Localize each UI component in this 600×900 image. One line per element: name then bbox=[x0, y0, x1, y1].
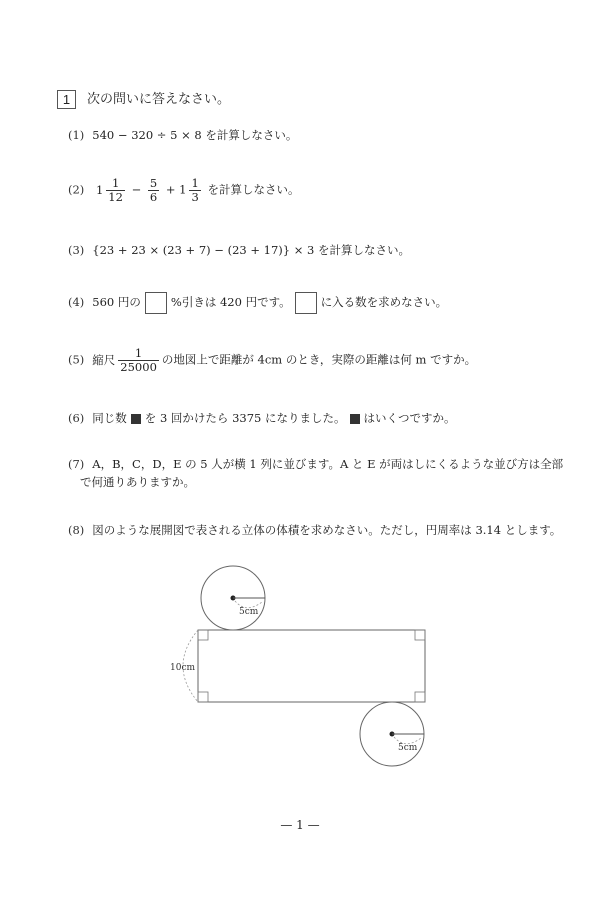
question-text: はいくつですか。 bbox=[363, 411, 456, 425]
bottom-circle bbox=[360, 702, 424, 766]
numerator: 1 bbox=[106, 177, 125, 191]
denominator: 6 bbox=[149, 190, 158, 204]
instruction: を計算しなさい。 bbox=[318, 243, 411, 257]
question-number: (6) bbox=[68, 411, 85, 425]
question-text: 図のような展開図で表される立体の体積を求めなさい。ただし，円周率は 3.14 とします。 bbox=[92, 523, 562, 537]
operator: − bbox=[131, 182, 142, 197]
instruction: を計算しなさい。 bbox=[205, 128, 298, 142]
question-7-line-2: で何通りありますか。 bbox=[80, 475, 195, 489]
top-radius-label: 5cm bbox=[239, 607, 259, 617]
numerator: 5 bbox=[149, 176, 158, 190]
question-text: %引きは 420 円です。 bbox=[170, 295, 291, 309]
rect-height-label: 10cm bbox=[170, 663, 196, 673]
question-number: (5) bbox=[68, 352, 85, 367]
question-number: (1) bbox=[68, 128, 85, 142]
question-number: (2) bbox=[68, 182, 85, 197]
section-title: 次の問いに答えなさい。 bbox=[87, 92, 231, 107]
whole-number: 1 bbox=[179, 182, 187, 197]
denominator: 3 bbox=[191, 190, 199, 204]
whole-number: 1 bbox=[95, 182, 104, 197]
top-circle bbox=[201, 566, 265, 630]
instruction: を計算しなさい。 bbox=[207, 182, 300, 197]
question-number: (4) bbox=[68, 295, 85, 309]
question-text: 560 円の bbox=[92, 295, 141, 309]
denominator: 25000 bbox=[120, 360, 157, 374]
expression: 540 − 320 ÷ 5 × 8 bbox=[92, 128, 202, 142]
question-text: に入る数を求めなさい。 bbox=[320, 295, 448, 309]
question-number: (8) bbox=[68, 523, 85, 537]
question-text: 縮尺 bbox=[92, 352, 116, 367]
denominator: 12 bbox=[108, 190, 123, 204]
side-rectangle bbox=[183, 630, 425, 702]
question-number: (3) bbox=[68, 243, 85, 257]
numerator: 1 bbox=[191, 176, 199, 190]
operator: + bbox=[165, 182, 176, 197]
question-text: A，B，C，D，E の 5 人が横 1 列に並びます。A と E が両はしにくるような並び方は全部 bbox=[92, 457, 564, 471]
bottom-radius-label: 5cm bbox=[398, 743, 418, 753]
question-number: (7) bbox=[68, 457, 85, 471]
question-text: の地図上で距離が 4cm のとき，実際の距離は何 m ですか。 bbox=[161, 352, 477, 367]
page-number: — 1 — bbox=[280, 818, 320, 832]
section-number: 1 bbox=[57, 90, 76, 109]
question-text: 同じ数 bbox=[92, 411, 127, 425]
expression: {23 + 23 × (23 + 7) − (23 + 17)} × 3 bbox=[92, 243, 315, 257]
numerator: 1 bbox=[118, 347, 159, 361]
question-text: を 3 回かけたら 3375 になりました。 bbox=[144, 411, 346, 425]
